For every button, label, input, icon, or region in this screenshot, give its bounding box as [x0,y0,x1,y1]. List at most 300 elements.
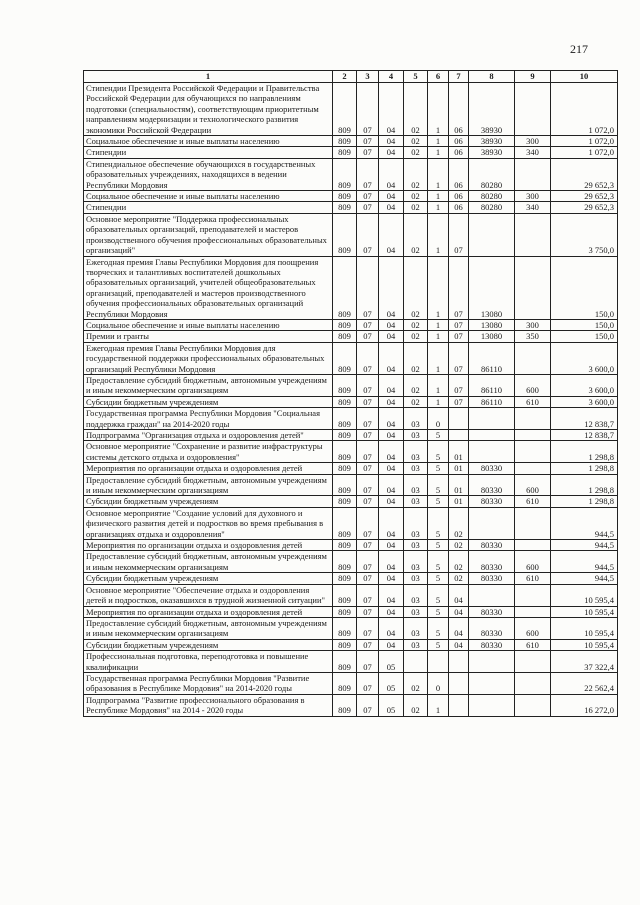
program-cell: 02 [404,191,428,202]
header-cell: 2 [333,71,357,83]
subprogram-cell: 1 [428,374,449,396]
row-name-cell: Мероприятия по организации отдыха и оздоровления детей [84,463,333,474]
subprogram-cell: 1 [428,396,449,407]
subsection-cell: 04 [379,606,404,617]
direction-cell: 80330 [469,551,515,573]
section-cell: 07 [357,441,379,463]
program-cell: 03 [404,496,428,507]
amount-cell: 3 600,0 [551,342,618,374]
header-cell: 1 [84,71,333,83]
row-name-cell: Социальное обеспечение и иные выплаты населению [84,319,333,330]
subsection-cell: 04 [379,202,404,213]
measure-cell: 01 [449,496,469,507]
header-cell: 8 [469,71,515,83]
subsection-cell: 04 [379,158,404,190]
admin-code-cell: 809 [333,474,357,496]
direction-cell: 13080 [469,256,515,319]
expense-type-cell [515,463,551,474]
subprogram-cell: 5 [428,551,449,573]
expense-type-cell [515,507,551,539]
measure-cell: 06 [449,202,469,213]
measure-cell: 07 [449,374,469,396]
section-cell: 07 [357,408,379,430]
section-cell: 07 [357,319,379,330]
measure-cell: 07 [449,213,469,256]
subprogram-cell: 1 [428,136,449,147]
table-row [84,474,618,496]
program-cell: 02 [404,672,428,694]
section-cell: 07 [357,584,379,606]
direction-cell: 13080 [469,319,515,330]
measure-cell [449,430,469,441]
subprogram-cell: 1 [428,319,449,330]
expense-type-cell [515,256,551,319]
amount-cell: 29 652,3 [551,191,618,202]
subsection-cell: 04 [379,408,404,430]
expense-type-cell: 610 [515,396,551,407]
header-cell: 4 [379,71,404,83]
subprogram-cell: 5 [428,639,449,650]
section-cell: 07 [357,672,379,694]
program-cell: 03 [404,540,428,551]
measure-cell: 07 [449,256,469,319]
program-cell: 02 [404,331,428,342]
program-cell: 02 [404,136,428,147]
row-name-cell: Ежегодная премия Главы Республики Мордовия для поощрения творческих и талантливых воспитателей дошкольных образовательных организаций, учителей общеобразовательных организаций, преподавателей и мастеров производственного обучения профессиональных образовательных организаций Республики Мордовия [84,256,333,319]
expense-type-cell [515,83,551,136]
amount-cell: 1 298,8 [551,496,618,507]
table-row [84,331,618,342]
admin-code-cell: 809 [333,551,357,573]
measure-cell: 02 [449,551,469,573]
table-row [84,639,618,650]
subsection-cell: 04 [379,474,404,496]
measure-cell: 06 [449,191,469,202]
measure-cell: 02 [449,507,469,539]
amount-cell: 12 838,7 [551,430,618,441]
direction-cell [469,408,515,430]
row-name-cell: Подпрограмма "Развитие профессионального образования в Республике Мордовия" на 2014 - 2020 годы [84,694,333,716]
measure-cell: 02 [449,573,469,584]
page-number: 217 [570,42,588,56]
subprogram-cell: 5 [428,474,449,496]
section-cell: 07 [357,573,379,584]
program-cell [404,651,428,673]
row-name-cell: Предоставление субсидий бюджетным, автономным учреждениям и иным некоммерческим организациям [84,474,333,496]
table-row [84,256,618,319]
subsection-cell: 04 [379,573,404,584]
amount-cell: 22 562,4 [551,672,618,694]
table-row [84,158,618,190]
amount-cell: 1 072,0 [551,147,618,158]
measure-cell: 04 [449,584,469,606]
admin-code-cell: 809 [333,408,357,430]
subsection-cell: 04 [379,507,404,539]
subsection-cell: 04 [379,584,404,606]
direction-cell: 80330 [469,617,515,639]
subsection-cell: 05 [379,694,404,716]
subsection-cell: 04 [379,617,404,639]
amount-cell: 150,0 [551,256,618,319]
row-name-cell: Мероприятия по организации отдыха и оздоровления детей [84,606,333,617]
row-name-cell: Мероприятия по организации отдыха и оздоровления детей [84,540,333,551]
measure-cell: 06 [449,158,469,190]
table-row [84,136,618,147]
subprogram-cell: 5 [428,573,449,584]
row-name-cell: Основное мероприятие "Поддержка профессиональных образовательных организаций, преподавателей и мастеров производственного обучения профессиональных образовательных организаций" [84,213,333,256]
expense-type-cell [515,584,551,606]
table-row [84,202,618,213]
amount-cell: 10 595,4 [551,606,618,617]
direction-cell: 80330 [469,463,515,474]
direction-cell [469,651,515,673]
section-cell: 07 [357,496,379,507]
program-cell: 03 [404,408,428,430]
section-cell: 07 [357,540,379,551]
program-cell: 02 [404,319,428,330]
expense-type-cell [515,342,551,374]
measure-cell [449,672,469,694]
subprogram-cell: 5 [428,496,449,507]
amount-cell: 150,0 [551,331,618,342]
row-name-cell: Социальное обеспечение и иные выплаты населению [84,136,333,147]
row-name-cell: Субсидии бюджетным учреждениям [84,573,333,584]
amount-cell: 944,5 [551,540,618,551]
measure-cell: 01 [449,463,469,474]
subsection-cell: 04 [379,441,404,463]
amount-cell: 10 595,4 [551,639,618,650]
program-cell: 02 [404,342,428,374]
amount-cell: 12 838,7 [551,408,618,430]
direction-cell: 80330 [469,474,515,496]
admin-code-cell: 809 [333,331,357,342]
amount-cell: 37 322,4 [551,651,618,673]
section-cell: 07 [357,617,379,639]
row-name-cell: Ежегодная премия Главы Республики Мордовия для государственной поддержки профессиональных образовательных организаций Республики Мордовия [84,342,333,374]
table-row [84,319,618,330]
subprogram-cell: 1 [428,331,449,342]
expense-type-cell [515,651,551,673]
direction-cell: 80330 [469,496,515,507]
direction-cell: 86110 [469,342,515,374]
subsection-cell: 04 [379,639,404,650]
table-row [84,463,618,474]
admin-code-cell: 809 [333,617,357,639]
subsection-cell: 04 [379,213,404,256]
table-row [84,496,618,507]
row-name-cell: Стипендиальное обеспечение обучающихся в государственных образовательных учреждениях, находящихся в ведении Республики Мордовия [84,158,333,190]
table-row [84,694,618,716]
row-name-cell: Субсидии бюджетным учреждениям [84,496,333,507]
section-cell: 07 [357,256,379,319]
table-row [84,374,618,396]
admin-code-cell: 809 [333,319,357,330]
subprogram-cell: 5 [428,507,449,539]
amount-cell: 1 072,0 [551,136,618,147]
program-cell: 03 [404,639,428,650]
program-cell: 02 [404,213,428,256]
admin-code-cell: 809 [333,639,357,650]
section-cell: 07 [357,331,379,342]
admin-code-cell: 809 [333,651,357,673]
subsection-cell: 04 [379,342,404,374]
subprogram-cell: 5 [428,430,449,441]
direction-cell: 80330 [469,606,515,617]
row-name-cell: Основное мероприятие "Обеспечение отдыха и оздоровления детей и подростков, оказавшихся в трудной жизненной ситуации" [84,584,333,606]
direction-cell [469,694,515,716]
direction-cell: 38930 [469,136,515,147]
subprogram-cell: 1 [428,694,449,716]
expense-type-cell: 340 [515,147,551,158]
subprogram-cell: 1 [428,191,449,202]
budget-table [83,70,618,717]
expense-type-cell [515,213,551,256]
section-cell: 07 [357,213,379,256]
row-name-cell: Основное мероприятие "Создание условий для духовного и физического развития детей и подростков во время пребывания в организациях отдыха и оздоровления" [84,507,333,539]
admin-code-cell: 809 [333,441,357,463]
program-cell: 02 [404,83,428,136]
subprogram-cell: 1 [428,256,449,319]
amount-cell: 1 298,8 [551,474,618,496]
section-cell: 07 [357,342,379,374]
admin-code-cell: 809 [333,507,357,539]
subprogram-cell: 0 [428,672,449,694]
direction-cell: 13080 [469,331,515,342]
program-cell: 02 [404,256,428,319]
subsection-cell: 04 [379,191,404,202]
subsection-cell: 04 [379,430,404,441]
row-name-cell: Предоставление субсидий бюджетным, автономным учреждениям и иным некоммерческим организациям [84,374,333,396]
direction-cell [469,672,515,694]
row-name-cell: Государственная программа Республики Мордовия "Развитие образования в Республике Мордовия" на 2014-2020 годы [84,672,333,694]
header-cell: 6 [428,71,449,83]
expense-type-cell [515,158,551,190]
section-cell: 07 [357,83,379,136]
program-cell: 03 [404,463,428,474]
amount-cell: 1 298,8 [551,441,618,463]
direction-cell: 38930 [469,147,515,158]
header-cell: 7 [449,71,469,83]
header-cell: 9 [515,71,551,83]
expense-type-cell: 300 [515,319,551,330]
direction-cell [469,441,515,463]
admin-code-cell: 809 [333,136,357,147]
program-cell: 02 [404,694,428,716]
table-row [84,430,618,441]
expense-type-cell: 340 [515,202,551,213]
expense-type-cell [515,672,551,694]
subsection-cell: 04 [379,83,404,136]
table-header-row [84,71,618,83]
table-row [84,617,618,639]
direction-cell: 86110 [469,396,515,407]
direction-cell: 80330 [469,639,515,650]
subprogram-cell: 1 [428,158,449,190]
row-name-cell: Государственная программа Республики Мордовия "Социальная поддержка граждан" на 2014-2020 годы [84,408,333,430]
program-cell: 02 [404,396,428,407]
row-name-cell: Предоставление субсидий бюджетным, автономным учреждениям и иным некоммерческим организациям [84,551,333,573]
row-name-cell: Субсидии бюджетным учреждениям [84,639,333,650]
amount-cell: 3 600,0 [551,396,618,407]
subsection-cell: 04 [379,256,404,319]
admin-code-cell: 809 [333,606,357,617]
expense-type-cell: 300 [515,191,551,202]
row-name-cell: Субсидии бюджетным учреждениям [84,396,333,407]
expense-type-cell: 300 [515,136,551,147]
admin-code-cell: 809 [333,256,357,319]
direction-cell: 80330 [469,540,515,551]
subprogram-cell: 1 [428,83,449,136]
table-row [84,83,618,136]
section-cell: 07 [357,651,379,673]
admin-code-cell: 809 [333,213,357,256]
section-cell: 07 [357,474,379,496]
amount-cell: 16 272,0 [551,694,618,716]
subsection-cell: 04 [379,463,404,474]
subsection-cell: 05 [379,672,404,694]
admin-code-cell: 809 [333,540,357,551]
subprogram-cell: 5 [428,584,449,606]
table-row [84,342,618,374]
subsection-cell: 04 [379,147,404,158]
admin-code-cell: 809 [333,430,357,441]
expense-type-cell [515,430,551,441]
admin-code-cell: 809 [333,147,357,158]
admin-code-cell: 809 [333,573,357,584]
direction-cell: 80280 [469,191,515,202]
measure-cell: 07 [449,342,469,374]
measure-cell [449,651,469,673]
section-cell: 07 [357,694,379,716]
measure-cell: 06 [449,147,469,158]
subsection-cell: 05 [379,651,404,673]
section-cell: 07 [357,507,379,539]
admin-code-cell: 809 [333,202,357,213]
row-name-cell: Подпрограмма "Организация отдыха и оздоровления детей" [84,430,333,441]
measure-cell: 04 [449,606,469,617]
row-name-cell: Предоставление субсидий бюджетным, автономным учреждениям и иным некоммерческим организациям [84,617,333,639]
section-cell: 07 [357,202,379,213]
section-cell: 07 [357,136,379,147]
measure-cell: 07 [449,331,469,342]
expense-type-cell: 600 [515,374,551,396]
program-cell: 02 [404,158,428,190]
amount-cell: 10 595,4 [551,584,618,606]
subsection-cell: 04 [379,540,404,551]
expense-type-cell [515,441,551,463]
expense-type-cell [515,606,551,617]
subsection-cell: 04 [379,331,404,342]
row-name-cell: Социальное обеспечение и иные выплаты населению [84,191,333,202]
header-cell: 5 [404,71,428,83]
program-cell: 02 [404,147,428,158]
measure-cell: 04 [449,639,469,650]
measure-cell [449,408,469,430]
subprogram-cell: 5 [428,606,449,617]
direction-cell: 38930 [469,83,515,136]
table-row [84,651,618,673]
expense-type-cell: 600 [515,617,551,639]
program-cell: 03 [404,430,428,441]
amount-cell: 150,0 [551,319,618,330]
subprogram-cell: 5 [428,617,449,639]
table-row [84,147,618,158]
table-row [84,573,618,584]
section-cell: 07 [357,374,379,396]
measure-cell: 06 [449,136,469,147]
table-row [84,584,618,606]
header-cell: 3 [357,71,379,83]
direction-cell: 80280 [469,158,515,190]
admin-code-cell: 809 [333,83,357,136]
subprogram-cell: 1 [428,213,449,256]
row-name-cell: Стипендии [84,147,333,158]
admin-code-cell: 809 [333,496,357,507]
table-row [84,441,618,463]
row-name-cell: Стипендии Президента Российской Федерации и Правительства Российской Федерации для обучающихся по направлениям подготовки (специальностям), соответствующим приоритетным направлениям модернизации и технологического развития экономики Российской Федерации [84,83,333,136]
table-row [84,540,618,551]
direction-cell [469,584,515,606]
expense-type-cell: 610 [515,496,551,507]
measure-cell: 01 [449,474,469,496]
direction-cell: 80330 [469,573,515,584]
measure-cell: 06 [449,83,469,136]
program-cell: 03 [404,507,428,539]
amount-cell: 3 750,0 [551,213,618,256]
expense-type-cell: 610 [515,639,551,650]
admin-code-cell: 809 [333,463,357,474]
expense-type-cell: 600 [515,551,551,573]
row-name-cell: Основное мероприятие "Сохранение и развитие инфраструктуры системы детского отдыха и оздоровления" [84,441,333,463]
amount-cell: 1 072,0 [551,83,618,136]
table-row [84,408,618,430]
measure-cell: 07 [449,396,469,407]
amount-cell: 944,5 [551,551,618,573]
amount-cell: 944,5 [551,573,618,584]
program-cell: 03 [404,584,428,606]
admin-code-cell: 809 [333,191,357,202]
subsection-cell: 04 [379,136,404,147]
subprogram-cell: 0 [428,408,449,430]
admin-code-cell: 809 [333,584,357,606]
row-name-cell: Стипендии [84,202,333,213]
direction-cell [469,213,515,256]
measure-cell [449,694,469,716]
section-cell: 07 [357,463,379,474]
expense-type-cell [515,540,551,551]
admin-code-cell: 809 [333,342,357,374]
subprogram-cell: 5 [428,463,449,474]
admin-code-cell: 809 [333,672,357,694]
direction-cell: 86110 [469,374,515,396]
subprogram-cell: 5 [428,441,449,463]
table-row [84,672,618,694]
row-name-cell: Профессиональная подготовка, переподготовка и повышение квалификации [84,651,333,673]
section-cell: 07 [357,606,379,617]
subsection-cell: 04 [379,496,404,507]
amount-cell: 10 595,4 [551,617,618,639]
program-cell: 03 [404,551,428,573]
measure-cell: 01 [449,441,469,463]
program-cell: 03 [404,474,428,496]
measure-cell: 02 [449,540,469,551]
admin-code-cell: 809 [333,396,357,407]
program-cell: 02 [404,202,428,213]
amount-cell: 29 652,3 [551,202,618,213]
subprogram-cell: 1 [428,202,449,213]
section-cell: 07 [357,430,379,441]
program-cell: 03 [404,617,428,639]
